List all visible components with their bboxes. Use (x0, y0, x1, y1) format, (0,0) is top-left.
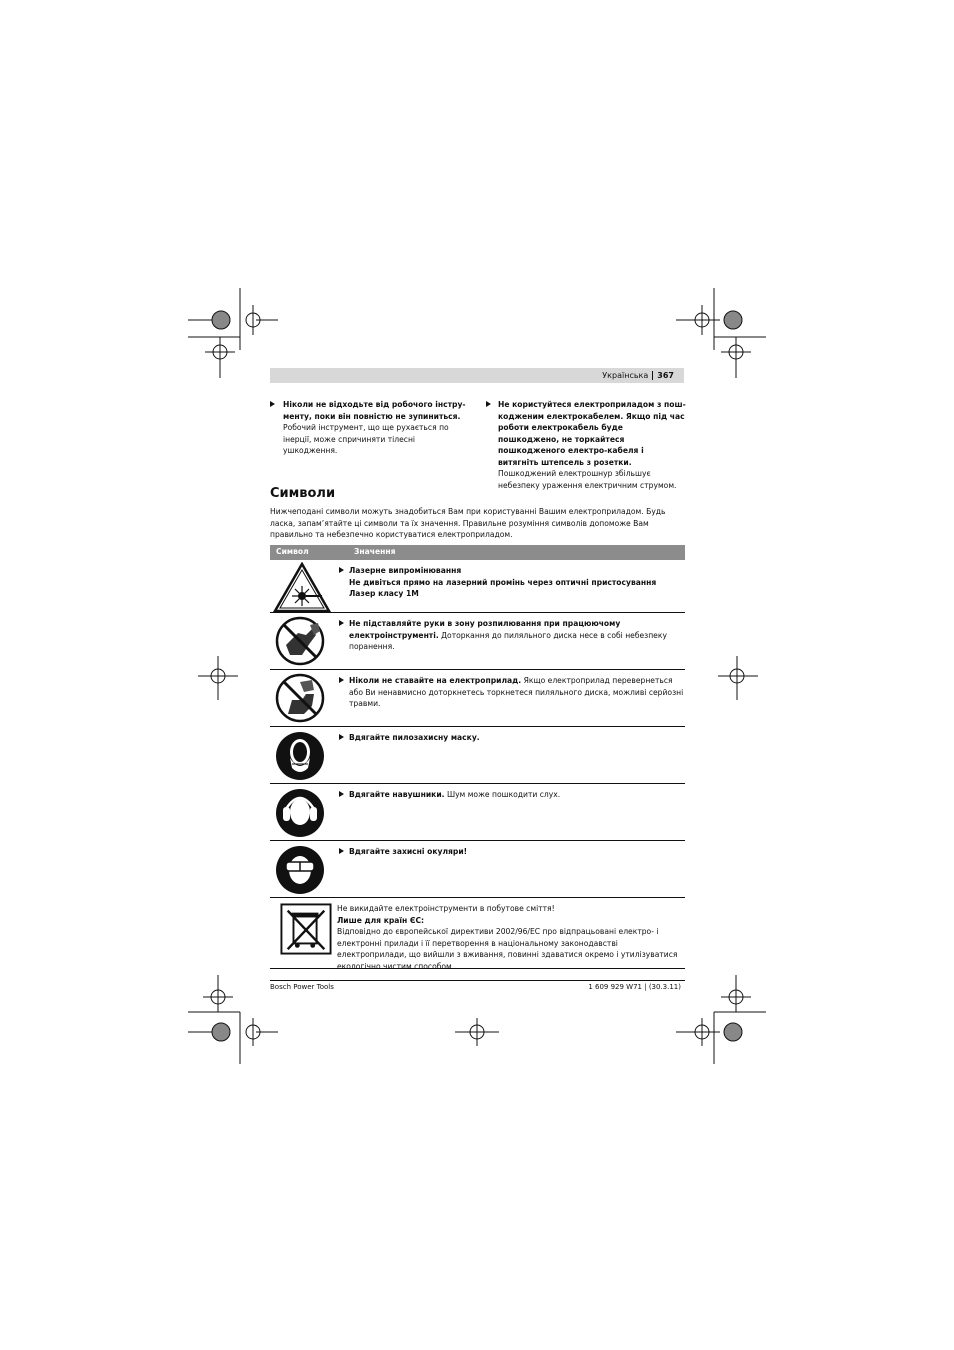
disposal-eu-label: Лише для країн ЄС: (337, 915, 425, 925)
page-header (270, 368, 684, 383)
row-meaning (349, 618, 685, 653)
bullet-arrow-icon (339, 567, 344, 573)
mask-warning-bold: Вдягайте пилозахисну маску. (349, 733, 480, 742)
bullet-arrow-icon (486, 401, 491, 407)
table-row (270, 784, 685, 841)
laser-line-3: Лазер класу 1M (349, 589, 419, 598)
bullet-arrow-icon (339, 677, 344, 683)
right-note-text: Пошкоджений електрошнур збільшує небезпеку ураження електричним струмом. (498, 469, 677, 490)
column-header-symbol: Символ (276, 547, 309, 556)
row-meaning (349, 846, 685, 858)
table-row (270, 727, 685, 784)
left-safety-note (270, 399, 466, 457)
table-row (270, 841, 685, 898)
symbols-table-header (270, 545, 685, 560)
disposal-line-1: Не викидайте електроінструменти в побутове сміття! (337, 904, 555, 913)
bullet-arrow-icon (339, 734, 344, 740)
row-meaning (349, 732, 685, 744)
section-intro: Нижчеподані символи можуть знадобиться Вам при користуванні Вашим електроприладом. Будь ласка, запам’ятайте ці символи та їх значення. Правильне розуміння символів допоможе Вам правильно та небезпечно користуватися електроприладом. (270, 507, 666, 539)
disposal-eu-text: Відповідно до європейської директиви 2002/96/ЕС про відпрацьовані електро- і електронні прилади і її перетворення в національному законодавстві електроприлади, що вийшли з вживання, повинні здаватися окремо і утилізуватися екологічно чистим способом. (337, 927, 678, 971)
stand-warning-bold: Ніколи не ставайте на електроприлад. (349, 676, 522, 685)
right-safety-note (486, 399, 686, 491)
no-standing-on-tool-icon (272, 672, 332, 724)
row-meaning (337, 903, 683, 972)
footer-divider (270, 980, 685, 981)
table-row (270, 613, 685, 670)
ear-warning-bold: Вдягайте навушники. (349, 790, 445, 799)
left-note-bold: Ніколи не відходьте від робочого інстру-менту, поки він повністю не зупиниться. (283, 400, 466, 421)
column-header-meaning: Значення (354, 547, 396, 556)
header-separator (652, 371, 653, 380)
ear-protection-icon (272, 787, 332, 839)
row-meaning (349, 789, 685, 801)
right-note-bold: Не користуйтеся електроприладом з пош-кодженим електрокабелем. Якщо під час роботи електрокабель буде пошкоджено, не торкайтеся пошкодженого електро-кабеля і витягніть штепсель з розетки. (498, 400, 686, 467)
bullet-arrow-icon (339, 848, 344, 854)
laser-warning-icon (272, 562, 332, 614)
row-meaning (349, 675, 685, 710)
hands-warning-bold: Не підставляйте руки в зону розпилювання при працюючому електроінструменті. (349, 619, 621, 640)
table-row (270, 898, 685, 969)
goggles-warning-bold: Вдягайте захисні окуляри! (349, 847, 468, 856)
left-note-text: Робочий інструмент, що ще рухається по інерції, може спричиняти тілесні ушкодження. (283, 423, 449, 455)
page-number: 367 (657, 371, 674, 380)
no-hands-in-cutting-zone-icon (272, 615, 332, 667)
crossed-bin-icon (276, 903, 336, 955)
laser-line-1: Лазерне випромінювання (349, 566, 462, 575)
bullet-arrow-icon (339, 620, 344, 626)
footer-right: 1 609 929 W71 | (30.3.11) (588, 983, 681, 991)
table-row (270, 560, 685, 613)
header-language: Українська (602, 371, 649, 380)
table-row (270, 670, 685, 727)
ear-warning-text: Шум може пошкодити слух. (444, 790, 561, 799)
dust-mask-icon (272, 730, 332, 782)
section-title: Символи (270, 486, 336, 501)
stand-warning-text: Якщо електроприлад перевернеться або Ви ненавмисно доторкнетесь торкнетеся пиляльного диска, можливі серйозні травми. (349, 676, 684, 708)
row-meaning (349, 565, 685, 600)
safety-goggles-icon (272, 844, 332, 896)
footer-left: Bosch Power Tools (270, 983, 334, 991)
hands-warning-text: Доторкання до пиляльного диска несе в собі небезпеку поранення. (349, 630, 667, 651)
bullet-arrow-icon (339, 791, 344, 797)
laser-line-2: Не дивіться прямо на лазерний промінь через оптичні пристосування (349, 577, 657, 587)
bullet-arrow-icon (270, 401, 275, 407)
